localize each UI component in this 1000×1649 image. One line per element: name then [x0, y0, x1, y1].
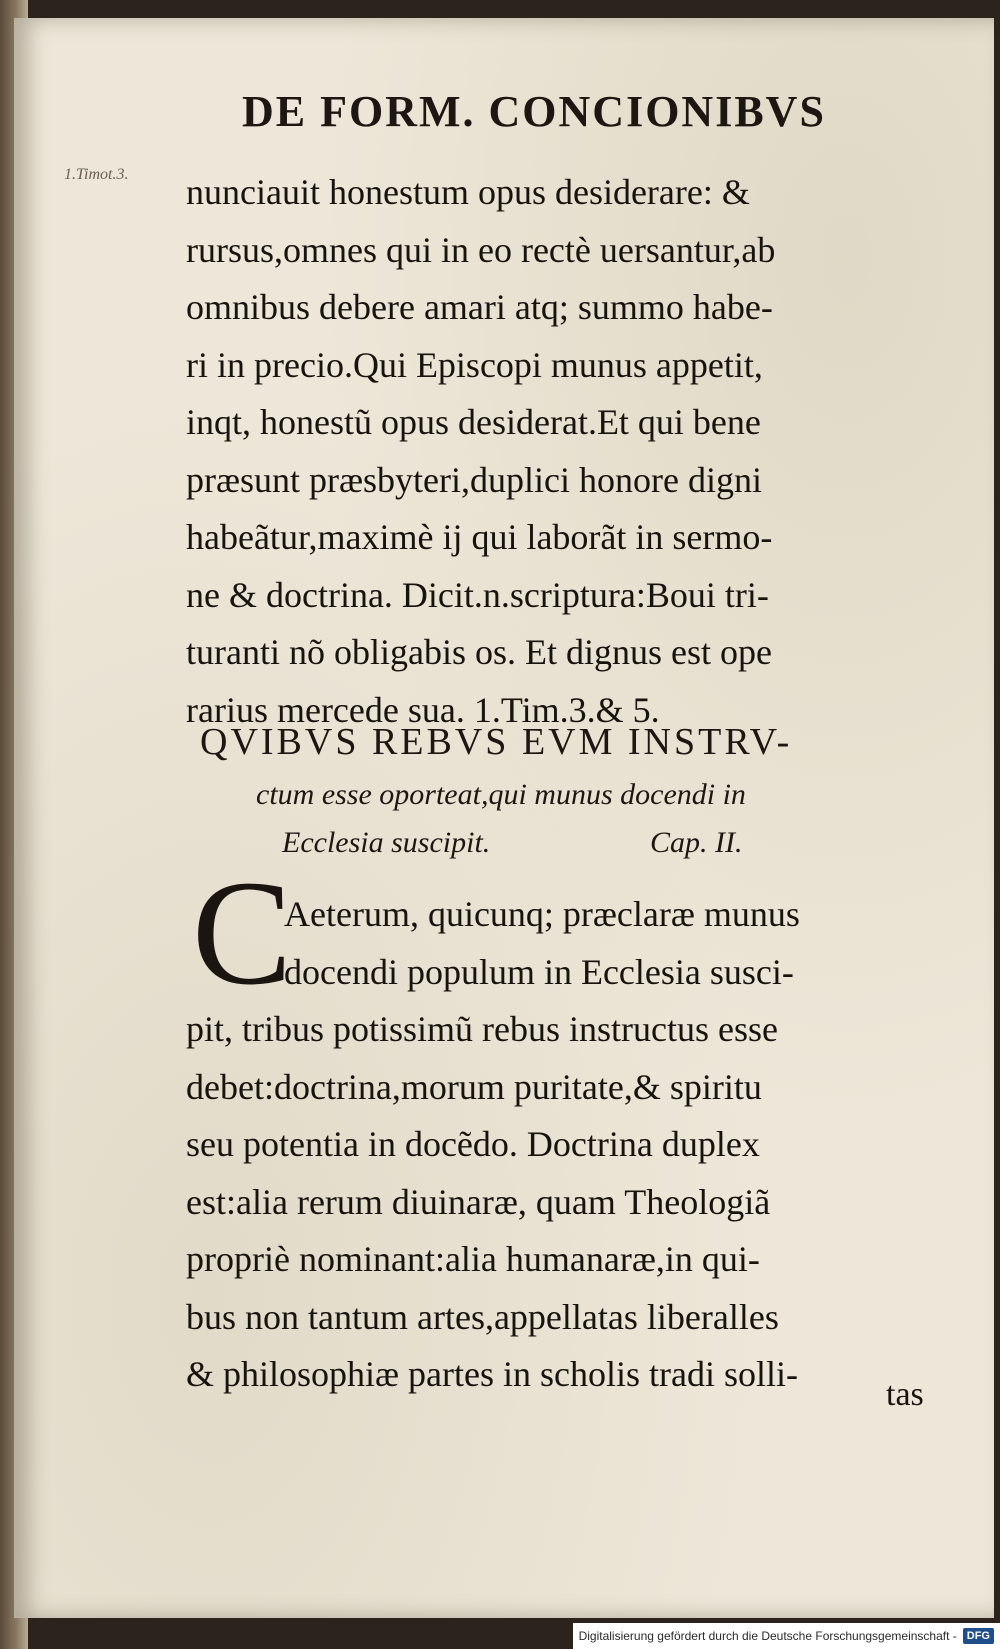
running-head: DE FORM. CONCIONIBVS: [242, 87, 826, 136]
text-line: ri in precio.Qui Episcopi munus appetit,: [186, 344, 763, 385]
text-line: pit, tribus potissimũ rebus instructus esse: [186, 1009, 778, 1049]
text-line: inqt, honestũ opus desiderat.Et qui bene: [186, 402, 761, 442]
dfg-logo: DFG: [963, 1628, 994, 1644]
chapter-subheading: ctum esse oporteat,qui munus docendi in: [256, 778, 746, 811]
chapter-number: Cap. II.: [650, 826, 743, 859]
text-line: seu potentia in docẽdo. Doctrina duplex: [186, 1124, 760, 1164]
text-line: rursus,omnes qui in eo rectè uersantur,ab: [186, 229, 776, 270]
text-line: docendi populum in Ecclesia susci-: [284, 951, 794, 992]
text-line: est:alia rerum diuinaræ, quam Theologiã: [186, 1181, 771, 1222]
text-line: præsunt præsbyteri,duplici honore digni: [186, 459, 762, 500]
drop-cap: C: [192, 850, 293, 1016]
paragraph-1: [186, 164, 946, 739]
text-line: habeãtur,maximè ij qui laborãt in sermo-: [186, 517, 773, 557]
footer-text: Digitalisierung gefördert durch die Deutsche Forschungsgemeinschaft -: [578, 1629, 957, 1643]
text-line: turanti nõ obligabis os. Et dignus est ope: [186, 632, 772, 672]
margin-note: 1.Timot.3.: [64, 166, 129, 183]
text-line: propriè nominant:alia humanaræ,in qui-: [186, 1239, 760, 1279]
book-page: [14, 18, 994, 1618]
chapter-heading: QVIBVS REBVS EVM INSTRV-: [200, 721, 793, 763]
text-line: bus non tantum artes,appellatas liberalles: [186, 1296, 779, 1337]
digitization-footer: [573, 1623, 1000, 1649]
text-line: nunciauit honestum opus desiderare: &: [186, 172, 750, 212]
chapter-subheading-2: Ecclesia suscipit.: [282, 826, 491, 859]
text-line: debet:doctrina,morum puritate,& spiritu: [186, 1066, 762, 1107]
text-line: & philosophiæ partes in scholis tradi solli-: [186, 1354, 798, 1394]
text-line: Aeterum, quicunq; præclaræ munus: [284, 894, 800, 934]
paragraph-2: [186, 886, 946, 1404]
catchword: tas: [886, 1376, 924, 1413]
text-line: omnibus debere amari atq; summo habe-: [186, 287, 773, 327]
text-line: ne & doctrina. Dicit.n.scriptura:Boui tri-: [186, 574, 769, 615]
text-line: rarius mercede sua. 1.Tim.3.& 5.: [186, 689, 660, 730]
